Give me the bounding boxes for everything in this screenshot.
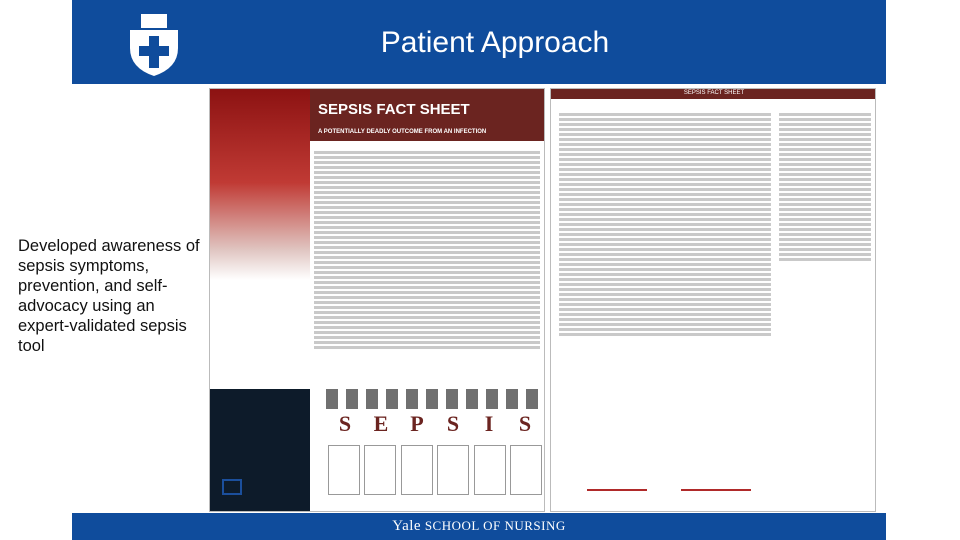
partner-logo-icon <box>681 477 751 491</box>
text-line <box>559 203 771 206</box>
text-line <box>779 138 871 141</box>
text-line <box>779 248 871 251</box>
text-line <box>559 148 771 151</box>
text-line <box>314 341 540 344</box>
text-line <box>559 198 771 201</box>
text-line <box>314 196 540 199</box>
text-line <box>559 133 771 136</box>
text-line <box>314 186 540 189</box>
text-line <box>559 138 771 141</box>
text-line <box>779 168 871 171</box>
acronym-letter: E <box>373 411 389 436</box>
text-line <box>559 263 771 266</box>
text-line <box>314 256 540 259</box>
text-line <box>559 298 771 301</box>
fact-sheet-page-2-header-text: SEPSIS FACT SHEET <box>683 90 745 96</box>
text-line <box>314 311 540 314</box>
text-line <box>779 173 871 176</box>
text-line <box>314 261 540 264</box>
text-line <box>779 153 871 156</box>
text-line <box>559 193 771 196</box>
footer-yale: Yale <box>392 518 422 534</box>
text-line <box>779 143 871 146</box>
text-line <box>559 178 771 181</box>
text-line <box>779 158 871 161</box>
acronym-letter: I <box>484 411 494 436</box>
text-line <box>314 171 540 174</box>
text-line <box>779 133 871 136</box>
fact-sheet-resources-column <box>779 111 871 261</box>
fact-sheet-text-column <box>314 149 540 349</box>
text-line <box>314 331 540 334</box>
text-line <box>559 288 771 291</box>
text-line <box>314 336 540 339</box>
text-line <box>779 123 871 126</box>
text-line <box>779 128 871 131</box>
text-line <box>779 238 871 241</box>
footer-bar <box>72 513 886 540</box>
text-line <box>559 303 771 306</box>
text-line <box>559 128 771 131</box>
text-line <box>314 211 540 214</box>
text-line <box>314 241 540 244</box>
text-line <box>559 283 771 286</box>
text-line <box>314 271 540 274</box>
fact-sheet-page-1 <box>209 88 545 512</box>
text-line <box>559 118 771 121</box>
text-line <box>559 253 771 256</box>
text-line <box>559 113 771 116</box>
text-line <box>559 213 771 216</box>
text-line <box>314 206 540 209</box>
fact-sheet-title: SEPSIS FACT SHEET <box>318 101 470 118</box>
shield-logo-icon <box>128 12 180 78</box>
symptom-box <box>401 445 433 495</box>
acronym-letter: S <box>446 411 460 436</box>
text-line <box>314 246 540 249</box>
acronym-letter: S <box>338 411 352 436</box>
text-line <box>779 233 871 236</box>
text-line <box>779 178 871 181</box>
text-line <box>314 201 540 204</box>
text-line <box>314 296 540 299</box>
text-line <box>559 123 771 126</box>
text-line <box>559 218 771 221</box>
text-line <box>779 113 871 116</box>
footer-school: SCHOOL OF NURSING <box>424 518 566 533</box>
text-line <box>559 183 771 186</box>
text-line <box>314 216 540 219</box>
text-line <box>779 213 871 216</box>
text-line <box>559 208 771 211</box>
text-line <box>779 188 871 191</box>
text-line <box>314 166 540 169</box>
text-line <box>559 228 771 231</box>
text-line <box>314 301 540 304</box>
text-line <box>779 223 871 226</box>
text-line <box>779 253 871 256</box>
text-line <box>559 223 771 226</box>
text-line <box>559 248 771 251</box>
acronym-letter: P <box>410 411 424 436</box>
text-line <box>779 203 871 206</box>
text-line <box>314 276 540 279</box>
text-line <box>314 236 540 239</box>
text-line <box>559 233 771 236</box>
text-line <box>559 268 771 271</box>
text-line <box>559 318 771 321</box>
text-line <box>559 158 771 161</box>
text-line <box>559 333 771 336</box>
symptom-pictogram-strip <box>326 389 540 409</box>
acronym-letter: S <box>518 411 532 436</box>
text-line <box>314 251 540 254</box>
text-line <box>314 291 540 294</box>
text-line <box>779 148 871 151</box>
text-line <box>559 293 771 296</box>
body-text: Developed awareness of sepsis symptoms, prevention, and self-advocacy using an expert-validated sepsis tool <box>18 237 200 355</box>
text-line <box>559 308 771 311</box>
symptom-box <box>328 445 360 495</box>
text-line <box>314 281 540 284</box>
text-line <box>559 168 771 171</box>
text-line <box>314 346 540 349</box>
symptom-box <box>364 445 396 495</box>
text-line <box>314 286 540 289</box>
fact-sheet-page-2 <box>550 88 876 512</box>
text-line <box>559 328 771 331</box>
fact-sheet-page-2-header <box>551 89 876 99</box>
text-line <box>314 191 540 194</box>
text-line <box>314 266 540 269</box>
text-line <box>559 153 771 156</box>
text-line <box>559 143 771 146</box>
text-line <box>779 183 871 186</box>
cdc-logo-icon <box>222 479 242 495</box>
text-line <box>779 118 871 121</box>
partner-logo-icon <box>587 477 647 491</box>
symptom-box <box>437 445 469 495</box>
text-line <box>559 173 771 176</box>
text-line <box>314 321 540 324</box>
text-line <box>314 226 540 229</box>
symptom-box <box>510 445 542 495</box>
fact-sheet-subtitle: A POTENTIALLY DEADLY OUTCOME FROM AN INFECTION <box>318 129 487 135</box>
text-line <box>779 218 871 221</box>
slide-title: Patient Approach <box>380 26 610 59</box>
footer-brand <box>72 518 886 535</box>
text-line <box>314 221 540 224</box>
text-line <box>779 258 871 261</box>
text-line <box>314 231 540 234</box>
text-line <box>559 188 771 191</box>
text-line <box>779 198 871 201</box>
text-line <box>779 163 871 166</box>
text-line <box>559 258 771 261</box>
sepsis-acronym <box>330 411 540 437</box>
text-line <box>314 176 540 179</box>
text-line <box>559 163 771 166</box>
text-line <box>314 156 540 159</box>
symptom-box <box>474 445 506 495</box>
text-line <box>559 313 771 316</box>
text-line <box>559 273 771 276</box>
text-line <box>559 278 771 281</box>
text-line <box>314 306 540 309</box>
text-line <box>314 161 540 164</box>
text-line <box>314 181 540 184</box>
fact-sheet-page-2-text <box>559 111 771 336</box>
text-line <box>779 193 871 196</box>
symptom-boxes <box>328 445 542 495</box>
text-line <box>779 243 871 246</box>
text-line <box>559 243 771 246</box>
text-line <box>559 323 771 326</box>
text-line <box>559 238 771 241</box>
text-line <box>779 208 871 211</box>
fact-sheet-banner <box>310 89 545 141</box>
text-line <box>314 151 540 154</box>
text-line <box>779 228 871 231</box>
text-line <box>314 326 540 329</box>
text-line <box>314 316 540 319</box>
